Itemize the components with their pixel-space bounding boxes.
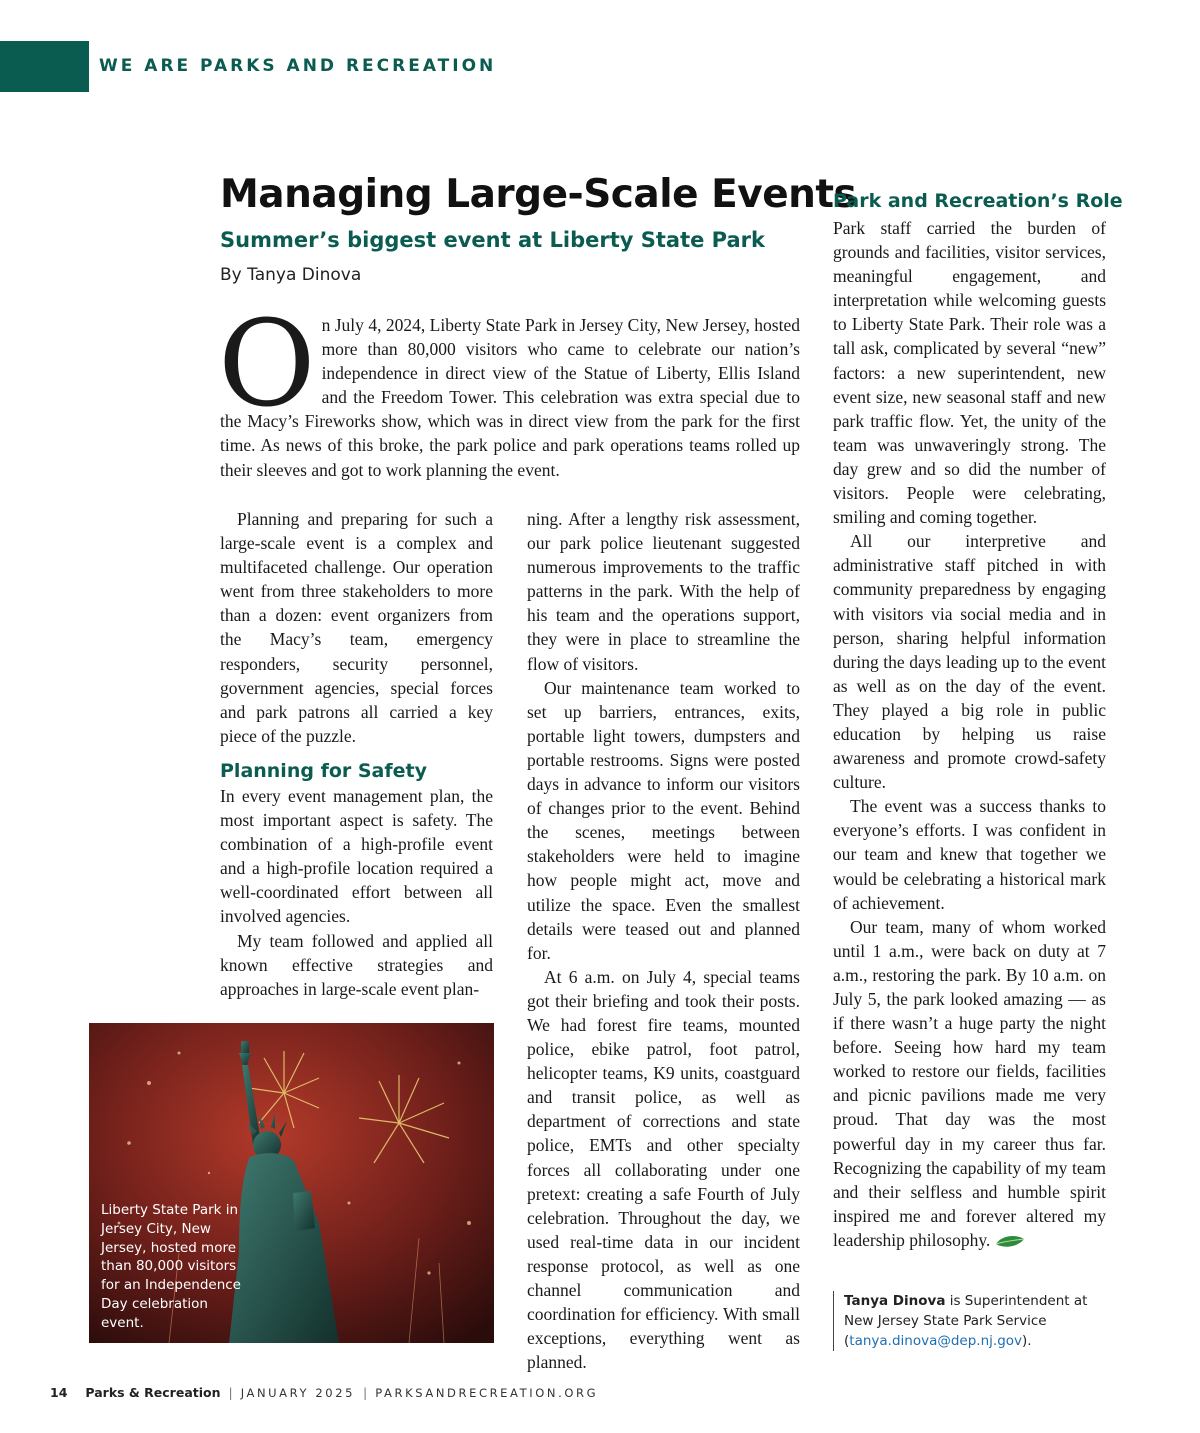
section-heading-role: Park and Recreation’s Role	[833, 190, 1123, 212]
paragraph: My team followed and applied all known effective strategies and approaches in large-scale event plan-	[220, 930, 493, 999]
magazine-name: Parks & Recreation	[85, 1385, 221, 1400]
paragraph: In every event management plan, the most important aspect is safety. The combination of a high-profile event and a high-profile location required a well-coordinated effort between all involved agencies.	[220, 785, 493, 927]
paragraph: At 6 a.m. on July 4, special teams got their briefing and took their posts. We had forest fire teams, mounted police, ebike patrol, foot patrol, helicopter teams, K9 units, coastguard and transit police, as well as department of corrections and state police, EMTs and other specialty forces all collaborating under one pretext: creating a safe Fourth of July celebration. Throughout the day, we used real-time data in our incident response protocol, as well as one channel communication and coordination for efficiency. With small exceptions, everything went as planned.	[527, 966, 800, 1373]
column-2	[527, 507, 800, 1374]
photo-caption: Liberty State Park in Jersey City, New Jersey, hosted more than 80,000 visitors for an Independence Day celebration event.	[101, 1202, 241, 1331]
intro-paragraph	[218, 296, 800, 482]
article-subtitle: Summer’s biggest event at Liberty State Park	[220, 228, 765, 252]
paragraph: All our interpretive and administrative staff pitched in with community preparedness by engaging with visitors via social media and in person, sharing helpful information during the days leading up to the event as well as on the day of the event. They played a big role in public education by helping us raise awareness and promote crowd-safety culture.	[833, 531, 1106, 793]
section-heading-safety: Planning for Safety	[220, 759, 427, 782]
footer-separator: |	[228, 1385, 233, 1400]
paragraph-text: Our team, many of whom worked until 1 a.m., were back on duty at 7 a.m., restoring the park. By 10 a.m. on July 5, the park looked amazing — as if there wasn’t a huge party the night before. Seeing how hard my team worked to restore our fields, facilities and picnic pavilions made me very proud. That day was the most powerful day in my career thus far. Recognizing the capability of my team and their selfless and humble spirit inspired me and forever altered my leadership philosophy.	[833, 916, 1106, 1250]
website-link[interactable]: PARKSANDRECREATION.ORG	[375, 1386, 599, 1400]
author-bio	[833, 1291, 1114, 1351]
author-bio-closing: ).	[1022, 1333, 1032, 1349]
article-title: Managing Large-Scale Events	[220, 172, 857, 217]
author-bio-text: is Superintendent at New Jersey State Park Service (	[844, 1293, 1088, 1349]
column-1	[220, 507, 493, 1001]
author-name: Tanya Dinova	[844, 1293, 946, 1309]
issue-date: JANUARY 2025	[240, 1386, 356, 1400]
section-tab-block	[0, 41, 89, 92]
paragraph: Park staff carried the burden of grounds and facilities, visitor services, meaningful engagement, and interpretation while welcoming guests to Liberty State Park. Their role was a tall ask, complicated by several “new” factors: a new superintendent, new event size, new seasonal staff and new park traffic flow. Yet, the unity of the team was unwaveringly strong. The day grew and so did the number of visitors. People were celebrating, smiling and coming together.	[833, 218, 1106, 528]
paragraph: ning. After a lengthy risk assessment, our park police lieutenant suggested numerous improvements to the traffic patterns in the park. With the help of his team and the operations support, they were in place to streamline the flow of visitors.	[527, 509, 800, 674]
article-byline: By Tanya Dinova	[220, 265, 362, 285]
intro-text: n July 4, 2024, Liberty State Park in Jersey City, New Jersey, hosted more than 80,000 visitors who came to celebrate our nation’s independence in direct view of the Statue of Liberty, Ellis Island and the Freedom Tower. This celebration was extra special due to the Macy’s Fireworks show, which was in direct view from the park for the first time. As news of this broke, the park police and park operations teams rolled up their sleeves and got to work planning the event.	[220, 315, 800, 480]
section-label: WE ARE PARKS AND RECREATION	[99, 56, 497, 76]
page-footer	[50, 1385, 598, 1400]
drop-cap: O	[218, 296, 316, 434]
paragraph-final	[833, 915, 1106, 1252]
paragraph: Our maintenance team worked to set up barriers, entrances, exits, portable light towers, dumpsters and portable restrooms. Signs were posted days in advance to inform our visitors of changes prior to the event. Behind the scenes, meetings between stakeholders were held to imagine how people might act, move and utilize the space. Even the smallest details were teased out and planned for.	[527, 677, 800, 963]
author-email-link[interactable]: tanya.dinova@dep.nj.gov	[849, 1333, 1023, 1349]
paragraph: The event was a success thanks to everyone’s efforts. I was confident in our team and knew that together we would be celebrating a historical mark of achievement.	[833, 796, 1106, 913]
footer-separator: |	[363, 1385, 368, 1400]
leaf-icon	[994, 1234, 1026, 1250]
page-number: 14	[50, 1385, 68, 1400]
column-3	[833, 216, 1106, 1252]
paragraph: Planning and preparing for such a large-scale event is a complex and multifaceted challenge. Our operation went from three stakeholders to more than a dozen: event organizers from the Macy’s team, emergency responders, security personnel, government agencies, special forces and park patrons all carried a key piece of the puzzle.	[220, 509, 493, 746]
